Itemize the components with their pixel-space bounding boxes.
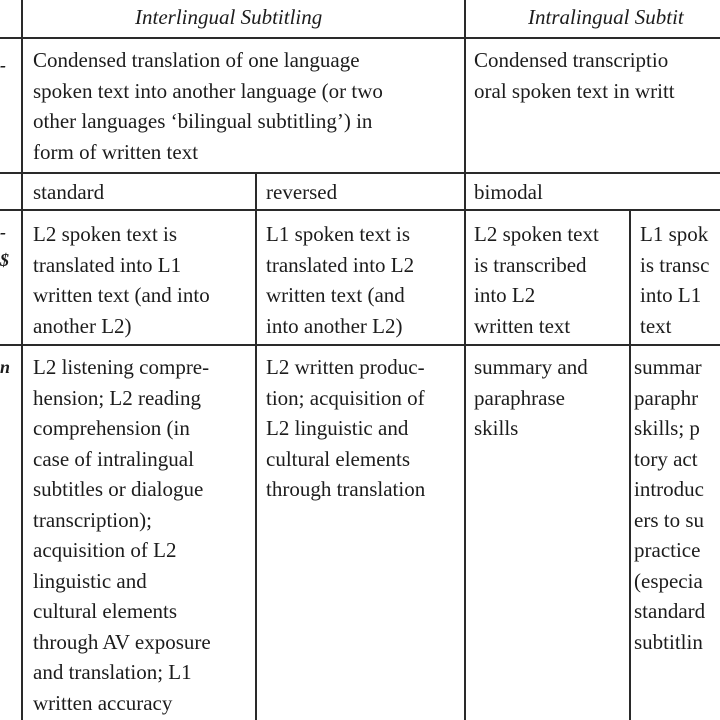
- header-intralingual-subtitling: Intralingual Subtit: [528, 5, 684, 29]
- skills-bimodal: summary and paraphrase skills: [474, 355, 588, 440]
- type-reversed: reversed: [266, 180, 338, 204]
- process-standard: L2 spoken text is translated into L1 written text (and into another L2): [33, 222, 210, 338]
- type-bimodal: bimodal: [474, 180, 543, 204]
- rule-below-types: [0, 209, 720, 211]
- rule-inter-intra: [464, 0, 466, 720]
- rule-below-definition: [0, 172, 720, 174]
- skills-reversed: L2 written produc- tion; acquisition of L2 linguistic and cultural elements through translation: [266, 355, 426, 501]
- definition-intralingual: Condensed transcriptio oral spoken text in writt: [474, 48, 675, 103]
- rule-standard-reversed: [255, 172, 257, 720]
- header-interlingual-subtitling: Interlingual Subtitling: [135, 5, 323, 29]
- process-intralingual-clipped: L1 spok is transc into L1 text: [640, 222, 710, 338]
- definition-interlingual: Condensed translation of one language spoken text into another language (or two other languages ‘bilingual subtitling’) in form of written text: [33, 48, 383, 164]
- process-bimodal: L2 spoken text is transcribed into L2 written text: [474, 222, 599, 338]
- left-fragment-skills: n: [0, 357, 11, 377]
- process-reversed: L1 spoken text is translated into L2 written text (and into another L2): [266, 222, 415, 338]
- skills-intralingual-clipped: summar paraphr skills; p tory act introduc ers to su practice (especia standard subtitlin: [634, 355, 706, 654]
- rule-below-header: [0, 37, 720, 39]
- type-standard: standard: [33, 180, 105, 204]
- rule-left-column: [21, 0, 23, 720]
- skills-standard: L2 listening compre- hension; L2 reading comprehension (in case of intralingual subtitles or dialogue transcription); acquisition of L2 linguistic and cultural elements through AV exposure and translation; L1 written accuracy: [33, 355, 211, 715]
- left-fragment-process: - $: [0, 222, 9, 270]
- rule-below-process: [0, 344, 720, 346]
- left-fragment-definition: -: [0, 55, 6, 75]
